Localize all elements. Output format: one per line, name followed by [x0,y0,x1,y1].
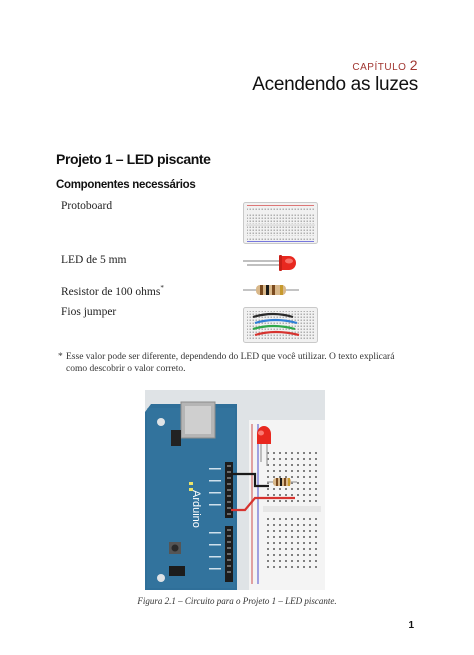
jumper-wires-icon [243,307,318,343]
breadboard-icon [243,202,318,244]
chapter-label: CAPÍTULO 2 [352,57,418,73]
component-label-protoboard: Protoboard [61,200,113,212]
arduino-logo-text: Arduino [190,490,202,528]
resistor-icon [243,283,299,297]
page-number: 1 [408,620,414,631]
red-led-icon [243,253,301,273]
section-title: Projeto 1 – LED piscante [56,151,211,167]
chapter-title: Acendendo as luzes [252,74,418,95]
circuit-figure [145,390,325,590]
footnote-star: * [58,352,63,362]
figure-caption: Figura 2.1 – Circuito para o Projeto 1 – LED piscante. [137,596,337,606]
component-label-jumper: Fios jumper [61,306,117,318]
footnote: * Esse valor pode ser diferente, dependendo do LED que você utilizar. O texto explicará como descobrir o valor correto. [58,352,395,374]
component-label-led: LED de 5 mm [61,254,127,266]
components-heading: Componentes necessários [56,179,196,191]
footnote-mark: * [160,284,164,292]
chapter-number: 2 [409,57,418,73]
component-label-resistor: Resistor de 100 ohms* [61,284,164,298]
circuit-diagram [145,390,325,590]
